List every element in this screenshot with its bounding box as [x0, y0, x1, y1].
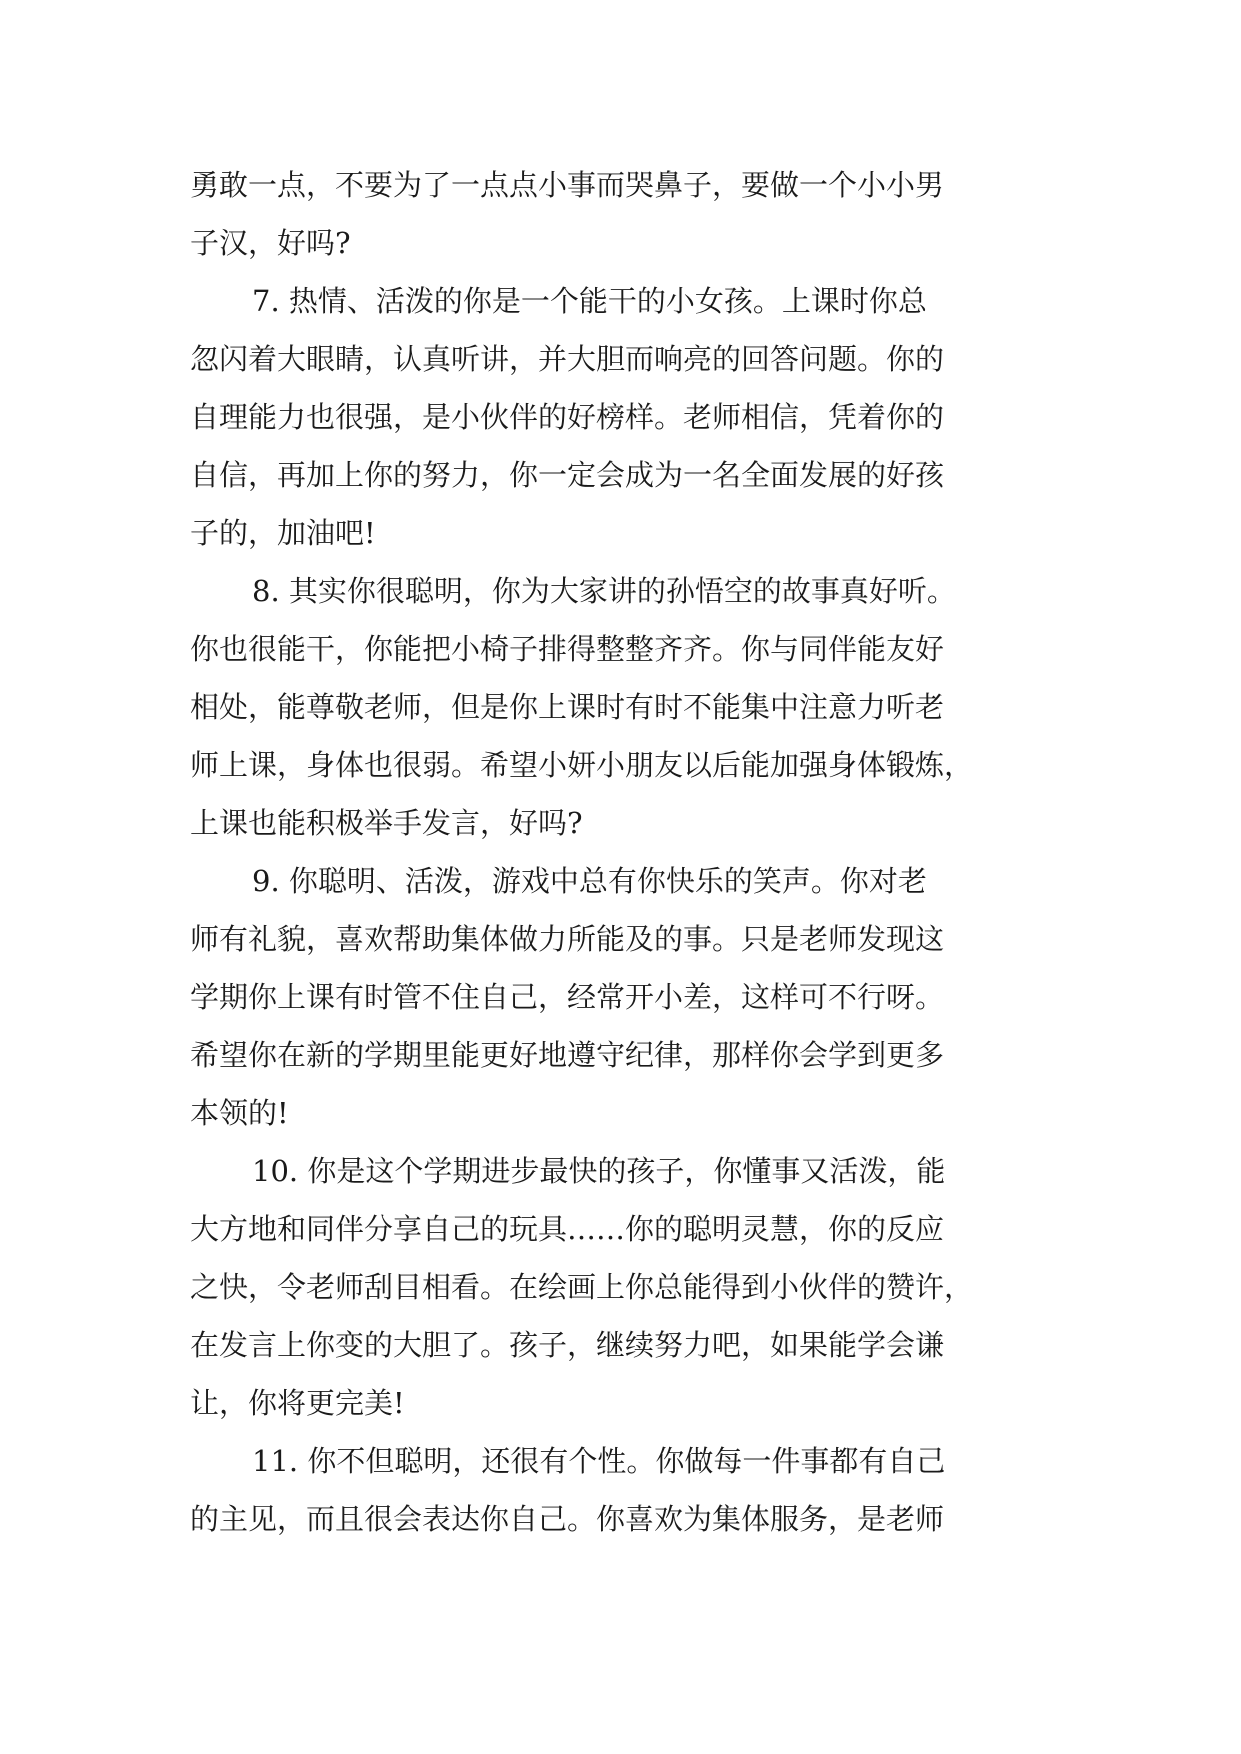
text-line: 子汉，好吗?	[190, 226, 351, 260]
text-line: 大方地和同伴分享自己的玩具……你的聪明灵慧，你的反应	[190, 1212, 945, 1246]
text-line: 让，你将更完美!	[190, 1386, 405, 1420]
text-line: 相处，能尊敬老师，但是你上课时有时不能集中注意力听老	[190, 690, 945, 724]
text-line: 师上课，身体也很弱。希望小妍小朋友以后能加强身体锻炼，	[190, 748, 974, 782]
paragraph-10-start: 10. 你是这个学期进步最快的孩子，你懂事又活泼，能	[252, 1154, 946, 1188]
text-line: 勇敢一点，不要为了一点点小事而哭鼻子，要做一个小小男	[190, 168, 945, 202]
text-line: 你也很能干，你能把小椅子排得整整齐齐。你与同伴能友好	[190, 632, 945, 666]
paragraph-11-start: 11. 你不但聪明，还很有个性。你做每一件事都有自己	[252, 1444, 946, 1478]
text-line: 自理能力也很强，是小伙伴的好榜样。老师相信，凭着你的	[190, 400, 945, 434]
text-line: 的主见，而且很会表达你自己。你喜欢为集体服务，是老师	[190, 1502, 945, 1536]
text-line: 学期你上课有时管不住自己，经常开小差，这样可不行呀。	[190, 980, 945, 1014]
text-line: 子的，加油吧!	[190, 516, 376, 550]
text-line: 希望你在新的学期里能更好地遵守纪律，那样你会学到更多	[190, 1038, 945, 1072]
text-line: 师有礼貌，喜欢帮助集体做力所能及的事。只是老师发现这	[190, 922, 945, 956]
text-line: 忽闪着大眼睛，认真听讲，并大胆而响亮的回答问题。你的	[190, 342, 945, 376]
text-line: 上课也能积极举手发言，好吗?	[190, 806, 583, 840]
paragraph-8-start: 8. 其实你很聪明，你为大家讲的孙悟空的故事真好听。	[252, 574, 956, 608]
paragraph-7-start: 7. 热情、活泼的你是一个能干的小女孩。上课时你总	[252, 284, 927, 318]
text-line: 自信，再加上你的努力，你一定会成为一名全面发展的好孩	[190, 458, 945, 492]
text-line: 之快，令老师刮目相看。在绘画上你总能得到小伙伴的赞许，	[190, 1270, 974, 1304]
paragraph-9-start: 9. 你聪明、活泼，游戏中总有你快乐的笑声。你对老	[252, 864, 927, 898]
text-line: 本领的!	[190, 1096, 289, 1130]
text-line: 在发言上你变的大胆了。孩子，继续努力吧，如果能学会谦	[190, 1328, 945, 1362]
